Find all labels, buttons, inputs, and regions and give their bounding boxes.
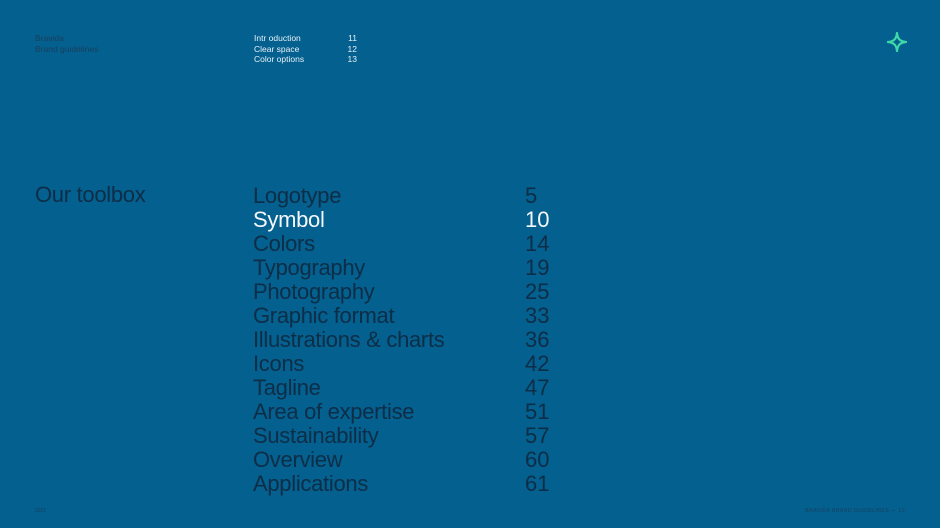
toc-item-typography[interactable] bbox=[253, 256, 553, 280]
toc-label: Photography bbox=[253, 279, 375, 304]
subnav-label: Clear space bbox=[254, 43, 300, 54]
toc-label: Tagline bbox=[253, 375, 321, 400]
toc-page: 36 bbox=[525, 327, 550, 352]
toc-label: Illustrations & charts bbox=[253, 327, 445, 352]
subnav-page: 11 bbox=[348, 33, 357, 43]
subnav-item-introduction[interactable] bbox=[254, 33, 357, 44]
footer-page-label: BRAVIDA BRAND GUIDELINES — 10 bbox=[805, 508, 905, 514]
toc-page: 5 bbox=[525, 183, 538, 208]
toc-item-area-of-expertise[interactable] bbox=[253, 400, 553, 424]
toc-page: 61 bbox=[525, 471, 550, 496]
toc-page: 60 bbox=[525, 447, 550, 472]
subnav-label: Color options bbox=[254, 54, 305, 64]
toc-item-graphic-format[interactable] bbox=[253, 304, 553, 328]
toc-item-photography[interactable] bbox=[253, 280, 553, 304]
brand-block bbox=[35, 33, 98, 54]
toc-item-overview[interactable] bbox=[253, 448, 553, 472]
toc-label: Logotype bbox=[253, 183, 342, 208]
toc-label: Symbol bbox=[253, 207, 325, 232]
toc-label: Sustainability bbox=[253, 423, 379, 448]
toc-item-icons[interactable] bbox=[253, 352, 553, 376]
brand-name: Bravida bbox=[35, 33, 64, 43]
table-of-contents bbox=[253, 184, 553, 496]
star-symbol-icon bbox=[887, 32, 907, 52]
toc-page: 33 bbox=[525, 303, 550, 328]
toc-item-colors[interactable] bbox=[253, 232, 553, 256]
toc-label: Graphic format bbox=[253, 303, 395, 328]
toc-page: 19 bbox=[525, 255, 550, 280]
subnav-item-color-options[interactable] bbox=[254, 54, 357, 65]
toc-page: 25 bbox=[525, 279, 550, 304]
footer-year: 2021 bbox=[35, 508, 47, 514]
subnav-label: Intr oduction bbox=[254, 33, 301, 43]
section-title: Our toolbox bbox=[35, 182, 146, 207]
toc-label: Icons bbox=[253, 351, 305, 376]
toc-item-tagline[interactable] bbox=[253, 376, 553, 400]
toc-label: Overview bbox=[253, 447, 343, 472]
brand-subtitle: Brand guidelines bbox=[35, 43, 99, 54]
toc-item-logotype[interactable] bbox=[253, 184, 553, 208]
toc-item-applications[interactable] bbox=[253, 472, 553, 496]
subnav-page: 12 bbox=[347, 43, 357, 54]
sub-navigation bbox=[254, 33, 357, 65]
toc-item-illustrations-charts[interactable] bbox=[253, 328, 553, 352]
toc-label: Typography bbox=[253, 255, 365, 280]
subnav-item-clear-space[interactable] bbox=[254, 44, 357, 55]
toc-page: 47 bbox=[525, 375, 550, 400]
toc-item-sustainability[interactable] bbox=[253, 424, 553, 448]
toc-label: Area of expertise bbox=[253, 399, 415, 424]
toc-page: 14 bbox=[525, 231, 550, 256]
toc-label: Colors bbox=[253, 231, 315, 256]
toc-page: 51 bbox=[525, 399, 550, 424]
toc-page: 57 bbox=[525, 423, 550, 448]
toc-page: 42 bbox=[525, 351, 550, 376]
toc-label: Applications bbox=[253, 471, 369, 496]
toc-item-symbol[interactable] bbox=[253, 208, 553, 232]
subnav-page: 13 bbox=[347, 54, 357, 64]
toc-page: 10 bbox=[525, 207, 550, 232]
